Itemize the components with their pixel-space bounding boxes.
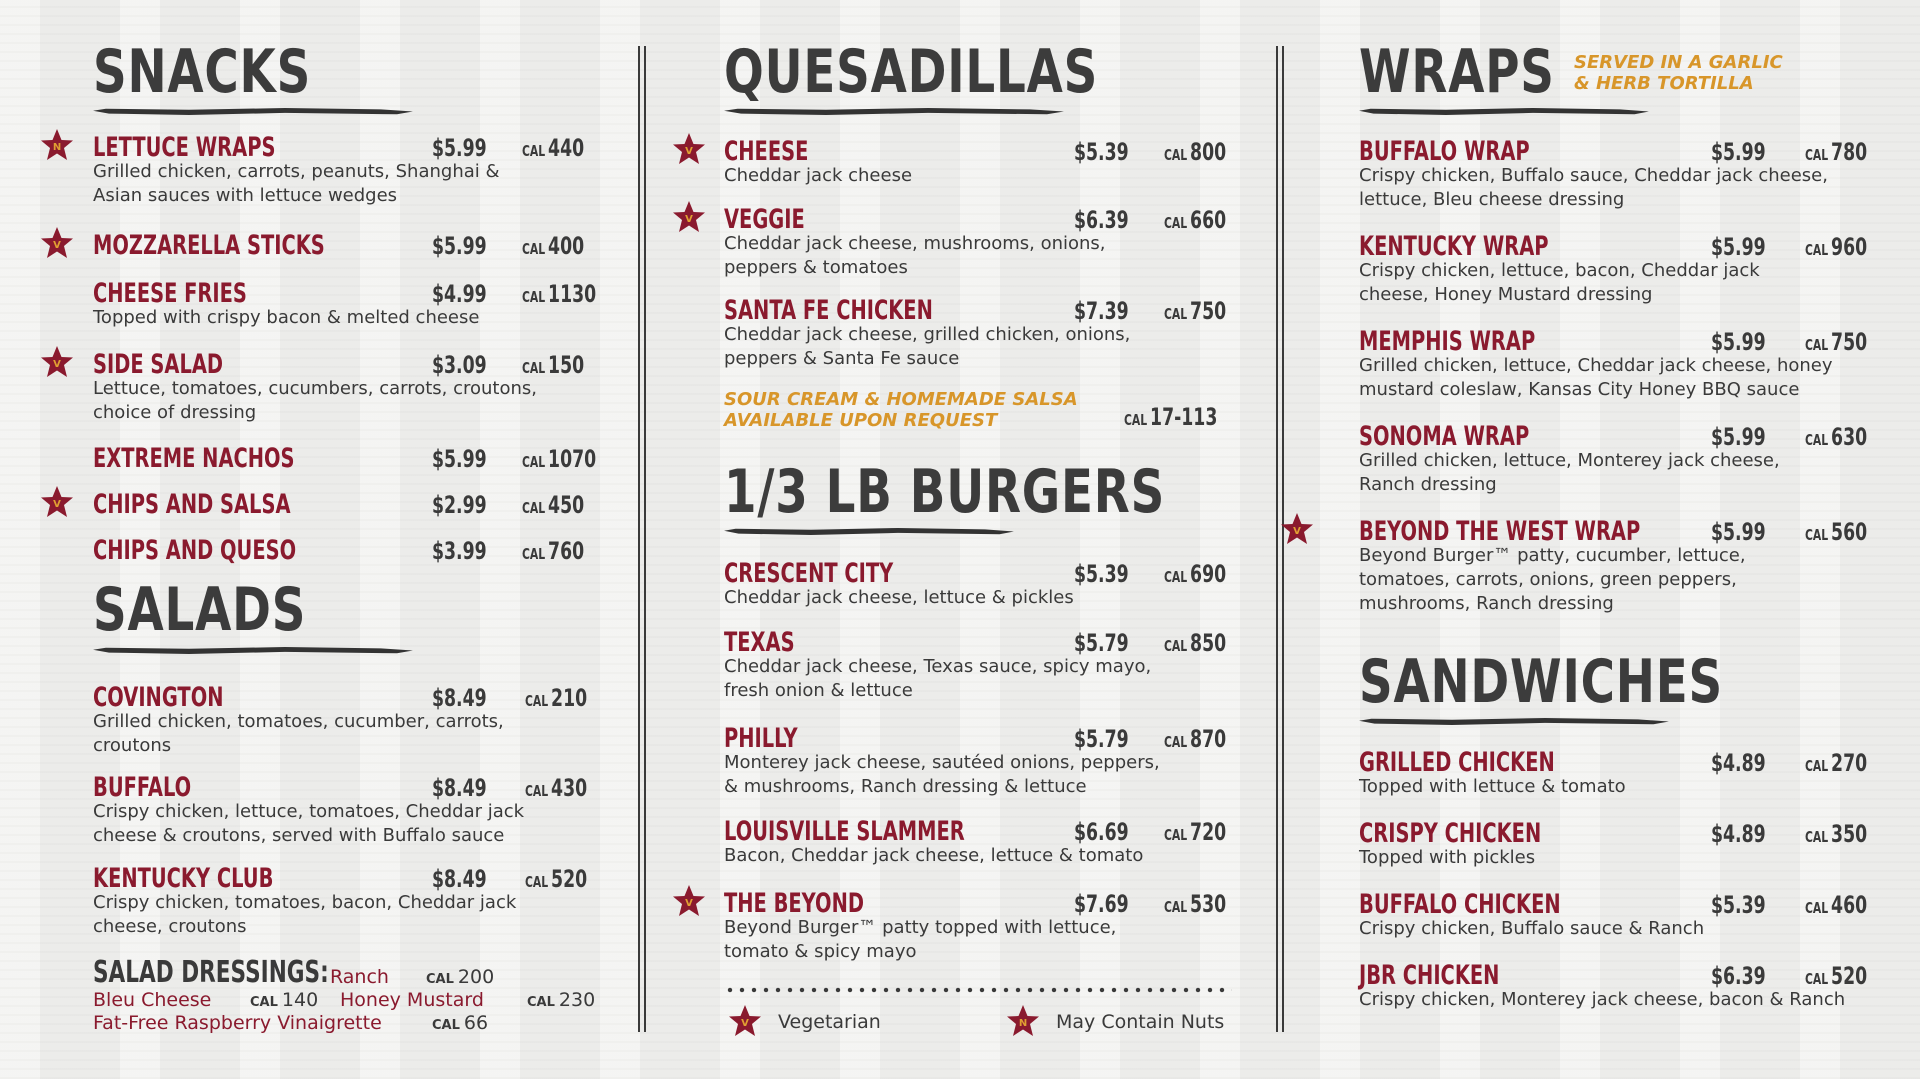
menu-item-calories: CAL 630 (1805, 423, 1868, 451)
heading-underline (93, 108, 413, 115)
menu-item-description: Cheddar jack cheese (724, 165, 913, 186)
badge-letter: V (53, 499, 61, 510)
menu-item-name-veggie: VEGGIE (724, 204, 805, 235)
wraps-heading: WRAPS (1359, 37, 1555, 107)
menu-item-name-mozzarella-sticks: MOZZARELLA STICKS (93, 230, 325, 261)
menu-item-description: Crispy chicken, Monterey jack cheese, bacon & Ranch (1359, 989, 1846, 1010)
menu-item-name-lettuce-wraps: LETTUCE WRAPS (93, 132, 276, 163)
menu-item-name-the-beyond: THE BEYOND (724, 888, 864, 919)
menu-item-description: Crispy chicken, lettuce, bacon, Cheddar jack cheese, Honey Mustard dressing (1359, 260, 1760, 305)
menu-item-price: $5.99 (1711, 138, 1766, 166)
menu-item-price: $5.99 (432, 232, 487, 260)
menu-item-name-buffalo-wrap: BUFFALO WRAP (1359, 136, 1530, 167)
menu-item-price: $2.99 (432, 491, 487, 519)
condiments-note: SOUR CREAM & HOMEMADE SALSA AVAILABLE UPON REQUEST (724, 389, 1078, 431)
burgers-heading: 1/3 LB BURGERS (724, 457, 1166, 527)
menu-item-description: Crispy chicken, tomatoes, bacon, Cheddar jack cheese, croutons (93, 892, 517, 937)
column-wraps-sandwiches (1293, 0, 1898, 1079)
badge-letter: N (52, 142, 62, 153)
menu-item-name-beyond-the-west-wrap: BEYOND THE WEST WRAP (1359, 516, 1641, 547)
menu-item-calories: CAL 960 (1805, 233, 1868, 261)
menu-item-name-cheese-fries: CHEESE FRIES (93, 278, 247, 309)
menu-item-description: Cheddar jack cheese, Texas sauce, spicy mayo, fresh onion & lettuce (724, 656, 1152, 701)
menu-item-calories: CAL 1130 (522, 280, 597, 308)
menu-item-description: Crispy chicken, lettuce, tomatoes, Cheddar jack cheese & croutons, served with Buffalo sauce (93, 801, 525, 846)
menu-item-price: $5.99 (432, 134, 487, 162)
menu-item-calories: CAL 520 (1805, 962, 1868, 990)
legend-vegetarian: Vegetarian (778, 1011, 881, 1033)
menu-item-description: Grilled chicken, lettuce, Monterey jack cheese, Ranch dressing (1359, 450, 1780, 495)
menu-item-description: Grilled chicken, tomatoes, cucumber, carrots, croutons (93, 711, 504, 756)
menu-item-price: $4.89 (1711, 820, 1766, 848)
vegetarian-badge-icon (1280, 512, 1314, 546)
menu-item-calories: CAL 460 (1805, 891, 1868, 919)
salads-heading: SALADS (93, 575, 307, 645)
menu-item-calories: CAL 690 (1164, 560, 1227, 588)
vegetarian-badge-letter: V (741, 1018, 749, 1029)
vegetarian-badge-icon (672, 132, 706, 166)
legend-nuts: May Contain Nuts (1056, 1011, 1225, 1033)
dressing-honey-mustard-cal: CAL 230 (527, 989, 596, 1011)
menu-item-calories: CAL 530 (1164, 890, 1227, 918)
menu-item-name-grilled-chicken: GRILLED CHICKEN (1359, 747, 1555, 778)
vegetarian-badge-icon (728, 1004, 762, 1038)
vegetarian-badge-icon (672, 200, 706, 234)
menu-item-description: Cheddar jack cheese, lettuce & pickles (724, 587, 1074, 608)
menu-item-name-chips-and-salsa: CHIPS AND SALSA (93, 489, 291, 520)
menu-item-price: $5.99 (1711, 423, 1766, 451)
dressing-raspberry-vinaigrette: Fat-Free Raspberry Vinaigrette (93, 1012, 382, 1034)
menu-item-name-crescent-city: CRESCENT CITY (724, 558, 894, 589)
badge-letter: V (685, 898, 693, 909)
menu-item-description: Topped with crispy bacon & melted cheese (93, 307, 480, 328)
dressing-ranch-cal: CAL 200 (426, 966, 495, 988)
menu-item-price: $6.39 (1074, 206, 1129, 234)
condiments-cal: CAL 17-113 (1124, 403, 1218, 431)
menu-item-price: $5.39 (1711, 891, 1766, 919)
dressing-ranch: Ranch (330, 966, 389, 988)
badge-letter: V (1293, 526, 1301, 537)
menu-item-calories: CAL 440 (522, 134, 585, 162)
nuts-badge-letter: N (1018, 1018, 1028, 1029)
vegetarian-badge-icon (672, 884, 706, 918)
menu-item-calories: CAL 850 (1164, 629, 1227, 657)
menu-item-description: Beyond Burger™ patty topped with lettuce, tomato & spicy mayo (724, 917, 1117, 962)
menu-item-description: Grilled chicken, carrots, peanuts, Shanghai & Asian sauces with lettuce wedges (93, 161, 500, 206)
nuts-badge-icon (1006, 1004, 1040, 1038)
menu-item-calories: CAL 270 (1805, 749, 1868, 777)
menu-item-price: $5.99 (432, 445, 487, 473)
menu-item-calories: CAL 210 (525, 684, 588, 712)
sandwiches-heading: SANDWICHES (1359, 647, 1723, 717)
dressing-raspberry-vinaigrette-cal: CAL 66 (432, 1012, 489, 1034)
badge-letter: V (53, 359, 61, 370)
menu-item-calories: CAL 800 (1164, 138, 1227, 166)
menu-item-name-kentucky-club: KENTUCKY CLUB (93, 863, 274, 894)
vegetarian-badge-icon (40, 345, 74, 379)
menu-item-description: Grilled chicken, lettuce, Cheddar jack cheese, honey mustard coleslaw, Kansas City Honey BBQ sauce (1359, 355, 1833, 400)
menu-item-description: Crispy chicken, Buffalo sauce & Ranch (1359, 918, 1705, 939)
menu-item-price: $7.69 (1074, 890, 1129, 918)
dressing-bleu-cheese-cal: CAL 140 (250, 989, 319, 1011)
menu-item-price: $4.89 (1711, 749, 1766, 777)
heading-underline (93, 647, 413, 654)
heading-underline (1359, 718, 1669, 725)
menu-item-price: $5.99 (1711, 518, 1766, 546)
menu-item-name-crispy-chicken: CRISPY CHICKEN (1359, 818, 1542, 849)
menu-item-calories: CAL 450 (522, 491, 585, 519)
menu-item-calories: CAL 750 (1805, 328, 1868, 356)
quesadillas-heading: QUESADILLAS (724, 37, 1099, 107)
menu-item-name-louisville-slammer: LOUISVILLE SLAMMER (724, 816, 965, 847)
menu-item-name-buffalo-chicken: BUFFALO CHICKEN (1359, 889, 1561, 920)
menu-item-calories: CAL 720 (1164, 818, 1227, 846)
menu-item-name-chips-and-queso: CHIPS AND QUESO (93, 535, 297, 566)
nuts-badge-icon (40, 128, 74, 162)
menu-item-price: $5.99 (1711, 233, 1766, 261)
menu-item-description: Cheddar jack cheese, mushrooms, onions, peppers & tomatoes (724, 233, 1106, 278)
menu-item-calories: CAL 430 (525, 774, 588, 802)
menu-item-description: Lettuce, tomatoes, cucumbers, carrots, croutons, choice of dressing (93, 378, 537, 423)
vegetarian-badge-icon (40, 485, 74, 519)
dotted-divider (724, 987, 1232, 993)
menu-item-description: Topped with pickles (1359, 847, 1536, 868)
dressing-bleu-cheese: Bleu Cheese (93, 989, 212, 1011)
menu-item-price: $5.99 (1711, 328, 1766, 356)
menu-item-price: $5.39 (1074, 138, 1129, 166)
menu-item-description: Cheddar jack cheese, grilled chicken, onions, peppers & Santa Fe sauce (724, 324, 1131, 369)
menu-item-calories: CAL 660 (1164, 206, 1227, 234)
menu-item-price: $7.39 (1074, 297, 1129, 325)
menu-item-price: $8.49 (432, 865, 487, 893)
menu-item-name-covington: COVINGTON (93, 682, 224, 713)
menu-item-calories: CAL 350 (1805, 820, 1868, 848)
heading-underline (724, 108, 1064, 115)
menu-item-description: Monterey jack cheese, sautéed onions, peppers, & mushrooms, Ranch dressing & lettuce (724, 752, 1160, 797)
menu-item-price: $5.79 (1074, 629, 1129, 657)
menu-item-name-texas: TEXAS (724, 627, 795, 658)
snacks-heading: SNACKS (93, 37, 312, 107)
column-snacks-salads (40, 0, 600, 1079)
menu-item-price: $5.39 (1074, 560, 1129, 588)
menu-item-name-jbr-chicken: JBR CHICKEN (1359, 960, 1500, 991)
menu-item-description: Beyond Burger™ patty, cucumber, lettuce, tomatoes, carrots, onions, green peppers, mushrooms, Ranch dressing (1359, 545, 1746, 614)
menu-item-name-sonoma-wrap: SONOMA WRAP (1359, 421, 1530, 452)
menu-item-name-buffalo: BUFFALO (93, 772, 192, 803)
menu-item-calories: CAL 1070 (522, 445, 597, 473)
menu-item-name-philly: PHILLY (724, 723, 798, 754)
badge-letter: V (685, 214, 693, 225)
menu-item-price: $6.39 (1711, 962, 1766, 990)
menu-item-name-santa-fe-chicken: SANTA FE CHICKEN (724, 295, 933, 326)
heading-underline (1359, 108, 1649, 115)
menu-item-name-extreme-nachos: EXTREME NACHOS (93, 443, 295, 474)
menu-item-name-kentucky-wrap: KENTUCKY WRAP (1359, 231, 1549, 262)
menu-item-price: $3.09 (432, 351, 487, 379)
menu-item-price: $5.79 (1074, 725, 1129, 753)
menu-item-calories: CAL 760 (522, 537, 585, 565)
menu-item-description: Crispy chicken, Buffalo sauce, Cheddar jack cheese, lettuce, Bleu cheese dressing (1359, 165, 1828, 210)
menu-item-price: $8.49 (432, 774, 487, 802)
menu-item-name-cheese: CHEESE (724, 136, 809, 167)
menu-item-calories: CAL 560 (1805, 518, 1868, 546)
menu-item-calories: CAL 520 (525, 865, 588, 893)
menu-item-name-memphis-wrap: MEMPHIS WRAP (1359, 326, 1536, 357)
badge-letter: V (685, 146, 693, 157)
dressing-honey-mustard: Honey Mustard (340, 989, 484, 1011)
menu-item-calories: CAL 870 (1164, 725, 1227, 753)
menu-item-price: $3.99 (432, 537, 487, 565)
menu-item-price: $4.99 (432, 280, 487, 308)
column-quesadillas-burgers (672, 0, 1240, 1079)
menu-item-calories: CAL 150 (522, 351, 585, 379)
menu-item-price: $8.49 (432, 684, 487, 712)
menu-item-description: Bacon, Cheddar jack cheese, lettuce & tomato (724, 845, 1144, 866)
menu-item-description: Topped with lettuce & tomato (1359, 776, 1626, 797)
vegetarian-badge-icon (40, 226, 74, 260)
menu-item-name-side-salad: SIDE SALAD (93, 349, 224, 380)
tortilla-note: SERVED IN A GARLIC & HERB TORTILLA (1574, 52, 1783, 94)
heading-underline (724, 528, 1014, 535)
menu-item-calories: CAL 750 (1164, 297, 1227, 325)
badge-letter: V (53, 240, 61, 251)
salad-dressings-title: SALAD DRESSINGS: (93, 955, 329, 990)
menu-item-price: $6.69 (1074, 818, 1129, 846)
menu-item-calories: CAL 780 (1805, 138, 1868, 166)
menu-item-calories: CAL 400 (522, 232, 585, 260)
